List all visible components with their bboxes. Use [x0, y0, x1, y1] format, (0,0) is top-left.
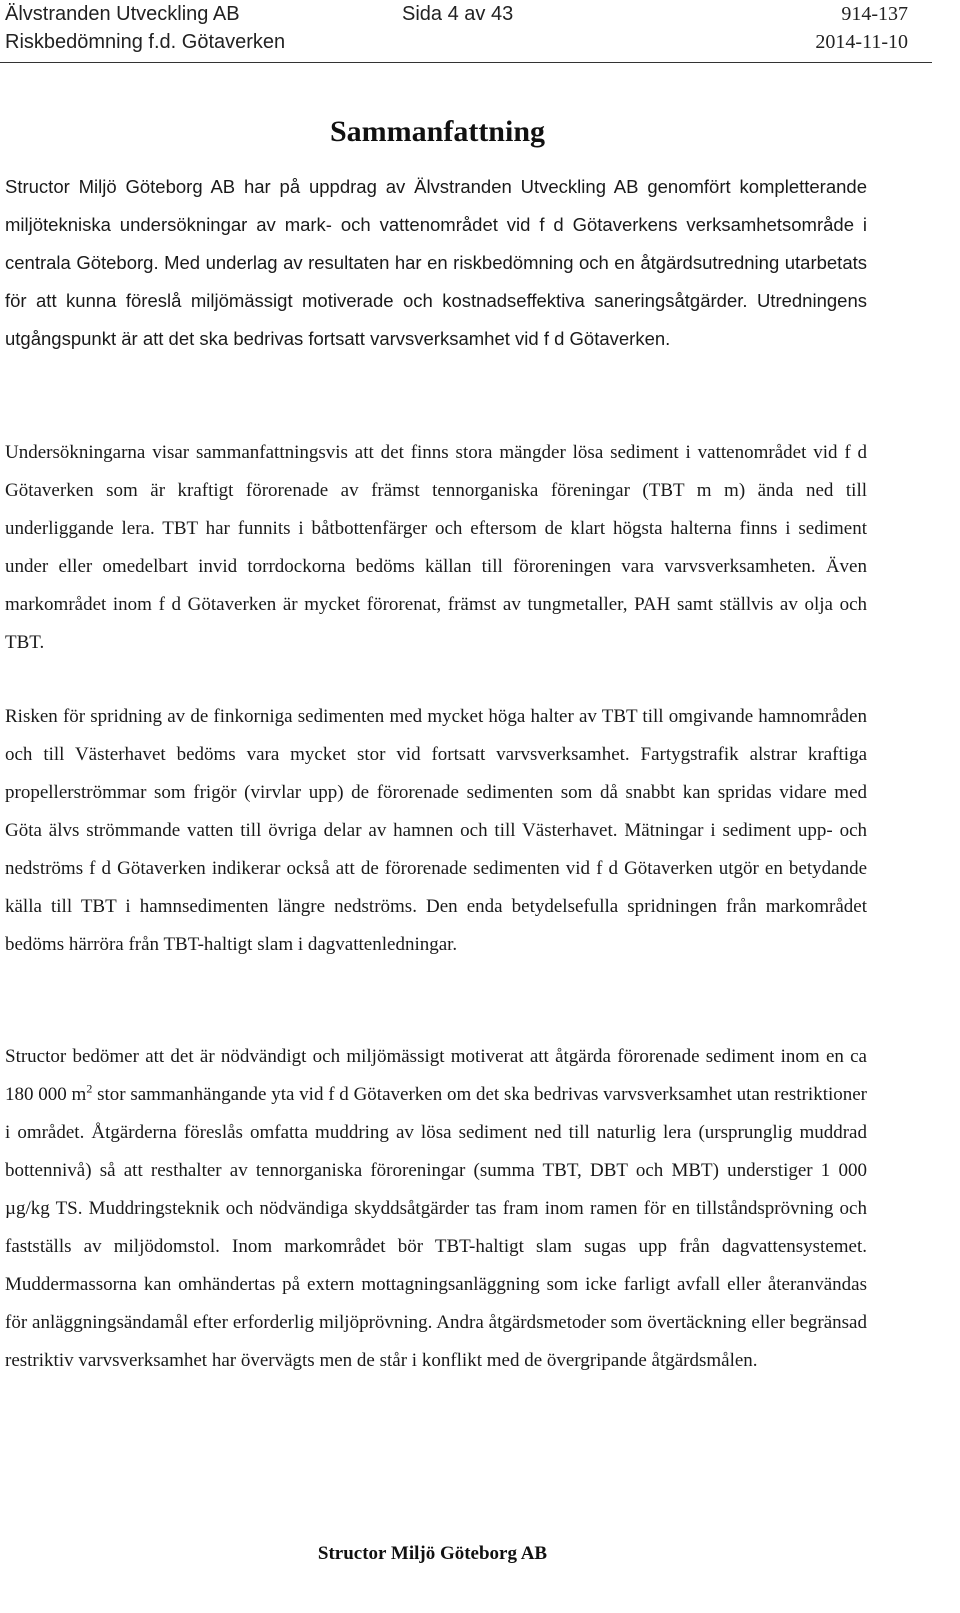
header-date: 2014-11-10	[815, 31, 908, 53]
paragraph-recommendation	[5, 1038, 867, 1380]
header-row-bottom	[0, 30, 932, 54]
area-unit-superscript: 2	[86, 1081, 93, 1096]
paragraph-investigation-results: Undersökningarna visar sammanfattningsvis att det finns stora mängder lösa sediment i vattenområdet vid f d Götaverken som är kraftigt förorenade av främst tennorganiska föreningar (TBT m m) ända ned till underliggande lera. TBT har funnits i båtbottenfärger och eftersom de klart högsta halterna finns i sediment under eller omedelbart invid torrdockorna bedöms källan till föroreningen vara varvsverksamheten. Även markområdet inom f d Götaverken är mycket förorenat, främst av tungmetaller, PAH samt ställvis av olja och TBT.	[5, 442, 867, 653]
header-page-number: Sida 4 av 43	[402, 3, 514, 25]
header-company: Älvstranden Utveckling AB	[5, 3, 240, 25]
paragraph-introduction: Structor Miljö Göteborg AB har på uppdrag av Älvstranden Utveckling AB genomfört kompletterande miljötekniska undersökningar av mark- och vattenområdet vid f d Götaverkens verksamhetsområde i centrala Göteborg. Med underlag av resultaten har en riskbedömning och en åtgärdsutredning utarbetats för att kunna föreslå miljömässigt motiverade och kostnadseffektiva saneringsåtgärder. Utredningens utgångspunkt är att det ska bedrivas fortsatt varvsverksamhet vid f d Götaverken.	[5, 176, 867, 349]
header-row-top	[0, 2, 932, 26]
paragraph-spreading-risk: Risken för spridning av de finkorniga sedimenten med mycket höga halter av TBT till omgivande hamnområden och till Västerhavet bedöms vara mycket stor vid fortsatt varvsverksamhet. Fartygstrafik alstrar kraftiga propellerströmmar som frigör (virvlar upp) de förorenade sedimenten som då snabbt kan spridas vidare med Göta älvs strömmande vatten till övriga delar av hamnen och till Västerhavet. Mätningar i sediment upp- och nedströms f d Götaverken indikerar också att de förorenade sedimenten vid f d Götaverken utgör en betydande källa till TBT i hamnsedimenten längre nedströms. Den enda betydelsefulla spridningen från markområdet bedöms härröra från TBT-haltigt slam i dagvattenledningar.	[5, 706, 867, 955]
recommendation-text-end: stor sammanhängande yta vid f d Götaverken om det ska bedrivas varvsverksamhet utan restriktioner i området. Åtgärderna föreslås omfatta muddring av lösa sediment ned till naturlig lera (ursprunglig muddrad bottennivå) så att resthalter av tennorganiska föroreningar (summa TBT, DBT och MBT) understiger 1 000 µg/kg TS. Muddringsteknik och nödvändiga skyddsåtgärder tas fram inom ramen för en tillståndsprövning och fastställs av miljödomstol. Inom markområdet bör TBT-haltigt slam sugas upp från dagvattensystemet. Muddermassorna kan omhändertas på extern mottagningsanläggning som icke farligt avfall eller återanvändas för anläggningsändamål efter erforderlig miljöprövning. Andra åtgärdsmetoder som övertäckning eller begränsad restriktiv varvsverksamhet har övervägts men de står i konflikt med de övergripande åtgärdsmålen.	[5, 1084, 868, 1371]
page-header	[0, 0, 932, 63]
header-document-number: 914-137	[841, 3, 908, 25]
page-title: Sammanfattning	[329, 115, 546, 148]
header-subject: Riskbedömning f.d. Götaverken	[5, 31, 286, 53]
page-footer: Structor Miljö Göteborg AB	[317, 1543, 548, 1564]
recommendation-text-start: Structor bedömer att det är nödvändigt och miljömässigt motiverat att åtgärda förorenade sediment inom en ca 180 000 m	[5, 1046, 867, 1105]
